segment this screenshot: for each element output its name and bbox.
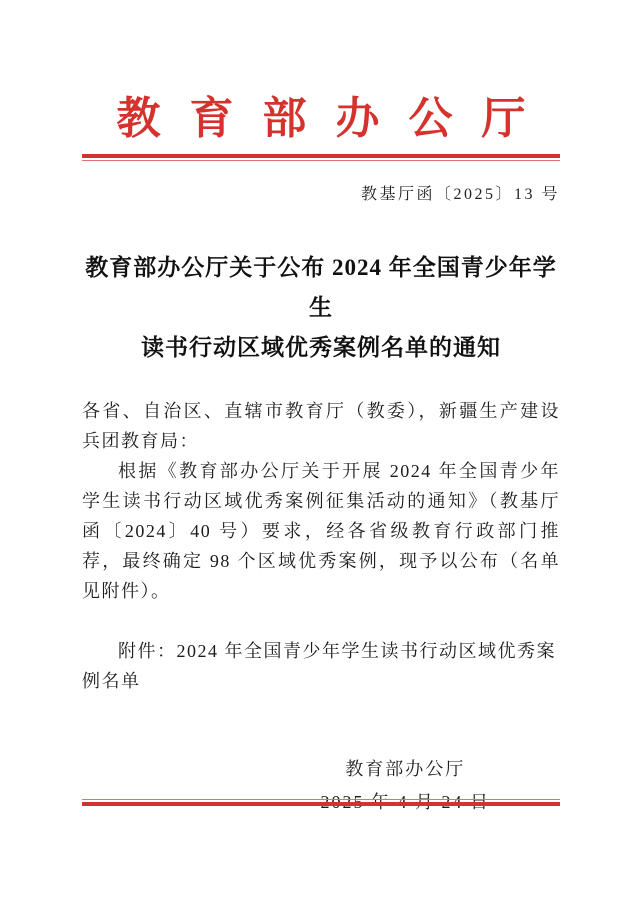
- letterhead-agency-title: 教育部办公厅: [116, 94, 555, 143]
- signature-agency: 教育部办公厅: [345, 758, 466, 779]
- body-paragraph: 根据《教育部办公厅关于开展 2024 年全国青少年学生读书行动区域优秀案例征集活动的通知》（教基厅函〔2024〕40 号）要求，经各省级教育行政部门推荐，最终确定 98 个区域优秀案例，现予以公布（名单见附件）。: [82, 460, 560, 601]
- letterhead-divider-rule: [82, 154, 560, 161]
- notice-title-line2: 读书行动区域优秀案例名单的通知: [141, 334, 501, 360]
- document-body: [82, 396, 560, 606]
- document-number: 教基厅函〔2025〕13 号: [360, 185, 560, 203]
- notice-title-line1: 教育部办公厅关于公布 2024 年全国青少年学生: [85, 254, 557, 320]
- footer-divider-rule: [82, 799, 560, 806]
- signature-date: 2025 年 4 月 24 日: [320, 791, 490, 812]
- signature-block: [321, 754, 491, 817]
- salutation-line: 各省、自治区、直辖市教育厅（教委），新疆生产建设兵团教育局：: [82, 400, 560, 451]
- document-content: [0, 94, 642, 817]
- notice-title: [82, 248, 560, 368]
- attachment-line: 附件：2024 年全国青少年学生读书行动区域优秀案例名单: [82, 640, 556, 691]
